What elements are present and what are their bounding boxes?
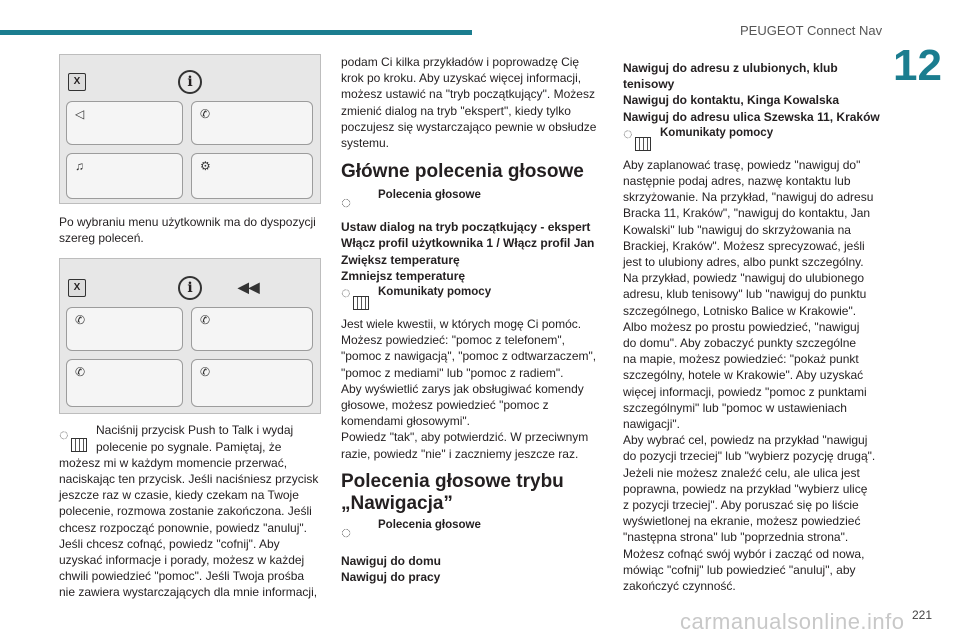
music-icon: ♫ xyxy=(75,159,84,173)
text-line: Aby zaplanować trasę, powiedz "nawiguj do" xyxy=(623,157,861,172)
label: Komunikaty pomocy xyxy=(660,126,774,139)
command-line: Nawiguj do domu xyxy=(341,553,441,568)
screen-illustration-1 xyxy=(59,54,321,204)
voice-commands-label xyxy=(341,517,607,549)
label: Polecenia głosowe xyxy=(378,518,481,531)
text-line: naciskając ten przycisk. Jeśli naciśniesz przycisk xyxy=(59,472,319,487)
text-line: z pozycji trzeciej". Aby poruszać się po liście xyxy=(623,498,859,513)
text-line: "pomoc z mediami" lub "pomoc z radiem". xyxy=(341,365,564,380)
text-line: więcej informacji, powiedz "pomoc z punktami xyxy=(623,384,867,399)
section-heading: „Nawigacja” xyxy=(341,492,453,514)
text-line: Jeśli chcesz cofnąć, powiedz "cofnij". Aby xyxy=(59,536,280,551)
text-line: jest to ulubiony adres, albo punkt szczególny. xyxy=(623,255,864,270)
command-line: Zmniejsz temperaturę xyxy=(341,268,466,283)
menu-tile xyxy=(191,101,313,145)
text-line: do pozycji trzeciej" lub "wybierz pozycję drugą". xyxy=(623,449,876,464)
text-line: Kowalski" lub "nawiguj do skrzyżowania na xyxy=(623,222,851,237)
menu-tile xyxy=(191,359,313,407)
menu-tile xyxy=(66,307,183,351)
text-line: Bracka 11, Kraków", "nawiguj do kontaktu, Jan xyxy=(623,206,871,221)
text-line: szczególny, hotele w Krakowie". Aby uzyskać xyxy=(623,368,864,383)
header-bar xyxy=(0,30,472,35)
text-line: poprawna, powiedz na przykład "wybierz ulicę xyxy=(623,481,868,496)
section-heading: Polecenia głosowe trybu xyxy=(341,470,564,492)
menu-tile xyxy=(66,359,183,407)
help-messages-label xyxy=(623,125,891,157)
text-line: Jeżeli nie możesz znaleźć celu, ale ulica jest xyxy=(623,465,860,480)
text-line: Powiedz "tak", aby potwierdzić. W przeciwnym xyxy=(341,430,589,445)
column-3 xyxy=(623,60,891,594)
text-line: adresu, klub tenisowy" lub "nawiguj do punktu xyxy=(623,287,867,302)
phone-icon: ✆ xyxy=(75,365,86,380)
text-line: mówiąc "cofnij" lub powiedzieć "anuluj", aby xyxy=(623,562,856,577)
text-line: "pomoc z nawigacją", "pomoc z odtwarzaczem", xyxy=(341,349,597,364)
intro-text: Po wybraniu menu użytkownik ma do dyspozycji szereg poleceń. xyxy=(59,215,316,246)
text-line: polecenie, rozmowa zostanie zakończona. Jeśli xyxy=(59,504,312,519)
text-line: szczególnymi" lub "pomoc w ustawieniach xyxy=(623,400,847,415)
column-1 xyxy=(59,54,321,601)
text-line: komendami głosowymi". xyxy=(341,414,470,429)
phone-icon: ✆ xyxy=(200,365,211,380)
label: Polecenia głosowe xyxy=(378,189,481,202)
nav-arrow-icon: ◁ xyxy=(75,107,85,121)
text-line: na mapie, możesz powiedzieć: "pokaż punkt xyxy=(623,352,859,367)
text-line: możesz mi w każdym momencie przerwać, xyxy=(59,455,288,470)
back-icon: ◀◀ xyxy=(238,279,260,296)
text-line: głosowe, możesz powiedzieć "pomoc z xyxy=(341,398,549,413)
text-line: następnie podaj adres, nazwę kontaktu lub xyxy=(623,174,851,189)
x-square-icon: X xyxy=(68,279,86,297)
text-line: podam Ci kilka przykładów i poprowadzę Cię xyxy=(341,55,580,69)
phone-icon: ✆ xyxy=(200,313,211,328)
watermark: carmanualsonline.info xyxy=(680,609,905,634)
text-line: Albo możesz po prostu powiedzieć, "nawiguj xyxy=(623,319,860,334)
manual-title: PEUGEOT Connect Nav xyxy=(740,23,883,38)
voice-commands-label xyxy=(341,187,607,219)
command-line: Nawiguj do pracy xyxy=(341,570,441,585)
text-line: skrzyżowanie. Na przykład, "nawiguj do adresu xyxy=(623,190,874,205)
command-line: Ustaw dialog na tryb początkujący - ekspert xyxy=(341,220,591,235)
push-to-talk-icon: ◌ xyxy=(59,426,89,454)
command-line: Nawiguj do adresu z ulubionych, klub xyxy=(623,61,838,75)
info-icon: i xyxy=(178,276,202,300)
text-line: Aby wybrać cel, powiedz na przykład "nawiguj xyxy=(623,433,868,448)
ptt-block xyxy=(59,422,321,600)
text-line: systemu. xyxy=(341,136,390,151)
help-messages-label xyxy=(341,284,607,316)
menu-tile xyxy=(66,153,183,199)
text-line: Naciśnij przycisk Push to Talk i wydaj xyxy=(96,423,294,438)
text-line: Na przykład, powiedz "nawiguj do ulubionego xyxy=(623,271,865,286)
text-line: Aby wyświetlić zarys jak obsługiwać komendy xyxy=(341,381,584,396)
text-line: możesz ustawić na "tryb początkujący". Możesz xyxy=(341,87,595,102)
text-line: Jest wiele kwestii, w których mogę Ci pomóc. xyxy=(341,317,582,332)
command-line: Włącz profil użytkownika 1 / Włącz profil Jan xyxy=(341,236,595,251)
text-line: polecenie po sygnale. Pamiętaj, że xyxy=(96,439,282,454)
voice-icon: ◌ xyxy=(341,522,352,542)
text-line: nie zawiera wystarczających dla mnie informacji, xyxy=(59,585,318,600)
text-line: zmienić dialog na tryb "ekspert", kiedy tylko xyxy=(341,103,571,118)
command-line: tenisowy xyxy=(623,77,675,92)
text-line: chcesz rozpocząć ponownie, powiedz "anuluj". xyxy=(59,520,307,535)
text-line: jeszcze raz w czasie, kiedy czekam na Twoje xyxy=(59,488,299,503)
text-line: nawigacji". xyxy=(623,417,680,432)
text-line: szczególnego, Lotnisko Balice w Krakowie". xyxy=(623,303,857,318)
page-number: 221 xyxy=(912,608,933,622)
text-line: poczujesz się wystarczająco pewnie w obsłudze xyxy=(341,119,597,134)
screen-illustration-2 xyxy=(59,258,321,414)
section-heading: Główne polecenia głosowe xyxy=(341,161,584,183)
text-line: Brackiej, Kraków". Możesz sprecyzować, jeśli xyxy=(623,238,865,253)
text-line: Możesz cofnąć swój wybór i zacząć od nowa, xyxy=(623,546,865,561)
settings-icon: ⚙ xyxy=(200,159,211,173)
command-line: Nawiguj do kontaktu, Kinga Kowalska xyxy=(623,93,840,108)
help-icon: ◌ xyxy=(623,125,653,153)
text-line: "następna strona" lub "poprzednia strona". xyxy=(623,530,849,545)
text-line: do domu". Aby zobaczyć punkty szczególne xyxy=(623,336,857,351)
voice-icon: ◌ xyxy=(341,193,352,213)
text-line: zakończyć czynność. xyxy=(623,579,736,594)
command-line: Nawiguj do adresu ulica Szewska 11, Kraków xyxy=(623,109,880,124)
menu-tile xyxy=(191,307,313,351)
text-line: chwili powiedzieć "pomoc". Jeśli Twoja prośba xyxy=(59,569,305,584)
phone-icon: ✆ xyxy=(75,313,86,328)
text-line: razie, powiedz "nie" i zaczniemy jeszcze raz. xyxy=(341,446,579,461)
phone-icon: ✆ xyxy=(200,107,211,121)
chapter-number: 12 xyxy=(893,41,942,90)
menu-tile xyxy=(66,101,183,145)
column-2 xyxy=(341,54,607,585)
x-square-icon: X xyxy=(68,73,86,91)
info-icon: i xyxy=(178,70,202,94)
text-line: Możesz powiedzieć: "pomoc z telefonem", xyxy=(341,333,565,348)
text-line: wyświetlonej na ekranie, możesz powiedzieć xyxy=(623,514,861,529)
command-line: Zwiększ temperaturę xyxy=(341,252,460,267)
text-line: krok po kroku. Aby uzyskać więcej informacji, xyxy=(341,71,582,86)
text-line: uzyskać informacje i porady, możesz w każdej xyxy=(59,553,305,568)
label: Komunikaty pomocy xyxy=(378,286,492,299)
help-icon: ◌ xyxy=(341,284,371,312)
menu-tile xyxy=(191,153,313,199)
